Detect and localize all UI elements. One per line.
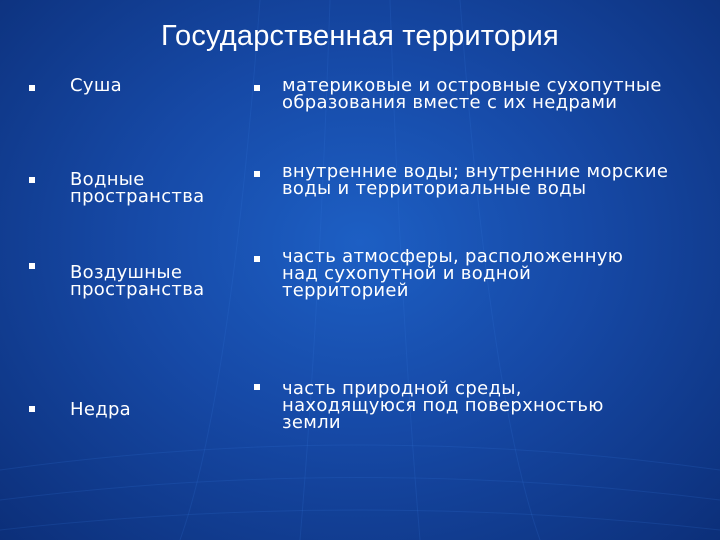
bullet-marker: [254, 171, 260, 177]
term-land: [70, 77, 240, 94]
bullet-marker: [254, 384, 260, 390]
bullet-marker: [29, 85, 35, 91]
bullet-marker: [254, 85, 260, 91]
definition-water: [282, 163, 672, 197]
bullet-marker: [254, 256, 260, 262]
term-subsoil: [70, 401, 240, 418]
definition-label: часть природной среды, находящуюся под поверхностью земли: [282, 378, 604, 433]
definition-label: материковые и островные сухопутные образования вместе с их недрами: [282, 75, 662, 113]
term-label: Водные пространства: [70, 169, 205, 207]
bullet-marker: [29, 177, 35, 183]
term-label: Воздушные пространства: [70, 262, 205, 300]
bullet-marker: [29, 263, 35, 269]
slide-title: Государственная территория: [161, 20, 559, 52]
definition-subsoil: [282, 380, 652, 431]
definition-air: [282, 248, 662, 299]
definition-label: часть атмосферы, расположенную над сухопутной и водной территорией: [282, 246, 624, 301]
bullet-marker: [29, 406, 35, 412]
term-label: Суша: [70, 75, 122, 96]
term-water: [70, 171, 240, 205]
definition-label: внутренние воды; внутренние морские воды и территориальные воды: [282, 161, 669, 199]
term-label: Недра: [70, 399, 132, 420]
term-air: [70, 264, 240, 298]
definition-land: [282, 77, 682, 111]
